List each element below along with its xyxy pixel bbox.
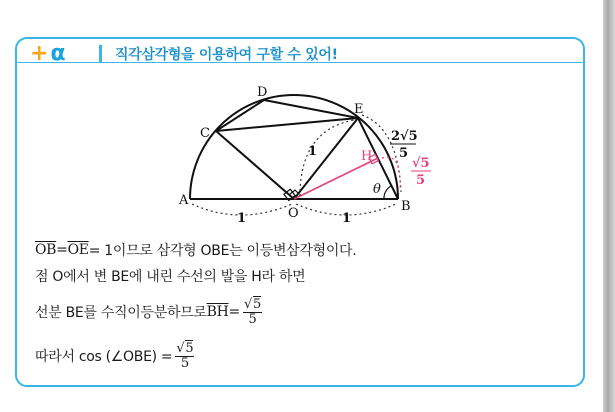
label-O: O <box>288 206 299 221</box>
line-4-text: 따라서 cos (∠OBE) = <box>35 349 173 365</box>
theta-arc <box>384 186 391 199</box>
chord-CE <box>216 118 358 131</box>
label-E: E <box>354 102 364 117</box>
fraction-root5-over-5: $\frac{√5}{5}$ <box>243 296 261 327</box>
length-HB-num: √5 <box>412 156 430 171</box>
label-D: D <box>257 85 268 100</box>
label-A: A <box>179 193 189 208</box>
segment-OB: $\overline{OB}$ <box>35 242 57 258</box>
segment-BH: $\overline{BH}$ <box>206 304 229 320</box>
equals-sign-3: = <box>228 304 240 320</box>
line-2-text: 점 O에서 변 BE에 내린 수선의 발을 H라 하면 <box>35 269 306 285</box>
denominator: 5 <box>248 311 257 327</box>
length-EB-num: 2√5 <box>391 129 418 144</box>
length-EB-den: 5 <box>399 146 409 161</box>
length-OE: 1 <box>308 144 318 159</box>
segment-CO <box>216 131 294 199</box>
denominator-4: 5 <box>180 355 189 371</box>
explanation-line-2 <box>35 266 305 286</box>
label-B: B <box>401 199 411 214</box>
label-theta: θ <box>373 182 381 197</box>
length-OB: 1 <box>342 211 352 226</box>
radicand: 5 <box>252 296 261 312</box>
cos-result-fraction: $\frac{√5}{5}$ <box>176 340 194 371</box>
alpha-icon: α <box>50 41 66 66</box>
length-HB-den: 5 <box>416 173 426 188</box>
segment-OE: $\overline{OE}$ <box>67 242 89 258</box>
explanation-line-4 <box>35 336 197 376</box>
explanation-line-3 <box>35 292 265 332</box>
label-C: C <box>200 126 210 141</box>
line-1-text: = 1이므로 삼각형 OBE는 이등변삼각형이다. <box>88 243 357 259</box>
label-H: H <box>361 149 373 164</box>
semicircle-arc <box>190 95 398 199</box>
explanation-line-1 <box>35 240 356 260</box>
length-AO: 1 <box>237 211 247 226</box>
radicand-4: 5 <box>185 340 194 356</box>
chord-DE <box>264 100 358 118</box>
segment-OE <box>294 118 358 199</box>
plus-icon: + <box>30 41 49 66</box>
line-3-text: 선분 BE를 수직이등분하므로 <box>35 305 207 321</box>
perpendicular-OH <box>294 158 378 199</box>
equals-sign: = <box>56 242 68 258</box>
section-heading: 직각삼각형을 이용하여 구할 수 있어! <box>115 47 338 63</box>
